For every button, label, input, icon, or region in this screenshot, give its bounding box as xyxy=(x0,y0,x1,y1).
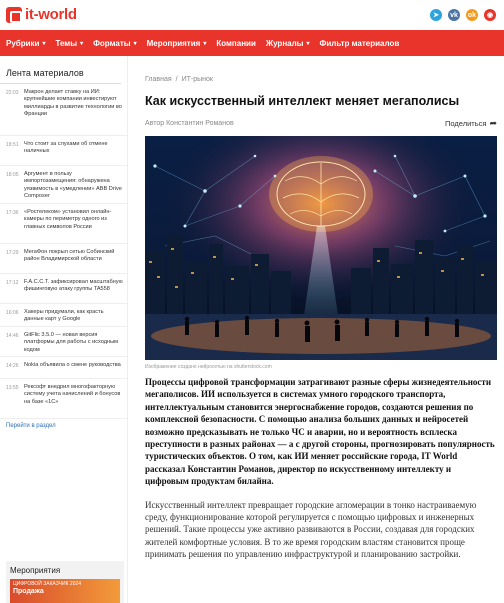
nav-item[interactable] xyxy=(147,39,207,48)
nav-item[interactable] xyxy=(216,39,256,48)
image-caption: Изображение создано нейросетью на shutterstock.com xyxy=(145,364,272,370)
logo-text: it-world xyxy=(25,6,77,23)
nav-item[interactable] xyxy=(266,39,310,48)
news-time: 14:46 xyxy=(6,333,19,339)
news-time: 14:26 xyxy=(6,363,19,369)
news-time: 22:03 xyxy=(6,90,19,96)
news-headline: Хакеры придумали, как красть данные карт у Google xyxy=(24,309,104,323)
article-title: Как искусственный интеллект меняет мегаполисы xyxy=(145,94,460,108)
nav-item-label: Рубрики xyxy=(6,38,40,48)
nav-item[interactable] xyxy=(55,39,83,48)
nav-item-label: Темы xyxy=(55,38,78,48)
list-item[interactable] xyxy=(0,136,127,166)
chevron-down-icon: ▾ xyxy=(203,40,207,47)
news-headline: Аргумент в пользу импортозамещения: обнаружена уязвимость в «умедлении» ABB Drive Composer xyxy=(24,171,122,200)
nav-item[interactable] xyxy=(320,39,400,48)
news-headline: «Ростелеком» установил онлайн-камеры по периметру одного из главных символов России xyxy=(24,209,112,230)
news-time: 18:05 xyxy=(6,172,19,178)
chevron-down-icon: ▾ xyxy=(42,40,46,47)
breadcrumb xyxy=(145,76,497,83)
news-list xyxy=(0,84,127,419)
share-arrow-icon: ➦ xyxy=(489,118,497,128)
breadcrumb-home[interactable]: Главная xyxy=(145,76,172,83)
nav-item[interactable] xyxy=(6,39,45,48)
nav-item-label: Фильтр материалов xyxy=(319,38,400,48)
ai-city-illustration xyxy=(145,136,497,360)
news-headline: Nokia объявила о смене руководства xyxy=(24,362,121,368)
nav-item[interactable] xyxy=(93,39,137,48)
news-time: 16:06 xyxy=(6,310,19,316)
events-box xyxy=(6,561,124,603)
article xyxy=(145,56,497,561)
nav-item-label: Форматы xyxy=(93,38,131,48)
list-item[interactable] xyxy=(0,204,127,244)
nav-item-label: Компании xyxy=(216,38,256,48)
social-links xyxy=(430,9,496,21)
news-time: 17:29 xyxy=(6,250,19,256)
events-banner[interactable] xyxy=(10,579,120,603)
sidebar-title: Лента материалов xyxy=(0,56,121,84)
news-headline: Макрон делает ставку на ИИ: крупнейшие компании инвестируют миллиарды в развитие технологии во Франции xyxy=(24,89,122,118)
nav-item-label: Мероприятия xyxy=(146,38,201,48)
list-item[interactable] xyxy=(0,379,127,419)
list-item[interactable] xyxy=(0,357,127,379)
more-link[interactable]: Перейти в раздел xyxy=(6,423,56,429)
news-headline: F.A.C.C.T. зафиксировал масштабную фишинговую атаку группы TA558 xyxy=(24,279,123,293)
share-label: Поделиться xyxy=(445,119,487,128)
chevron-down-icon: ▾ xyxy=(306,40,310,47)
share-button[interactable] xyxy=(445,118,497,129)
news-headline: Что стоит за слухами об отмене наличных xyxy=(24,141,108,155)
article-author[interactable]: Автор Константин Романов xyxy=(145,120,234,127)
news-feed-sidebar xyxy=(0,56,128,603)
events-title: Мероприятия xyxy=(10,566,61,575)
main-nav xyxy=(0,30,504,56)
list-item[interactable] xyxy=(0,327,127,357)
vk-icon[interactable]: vk xyxy=(448,9,460,21)
article-body: Искусственный интеллект превращает городские агломерации в тонко настраиваемую среду, функционирование которой регулируется с помощью цифровых и инженерных решений. Такие процессы уже активно развиваются в России, создавая для городских жителей комфортные условия. В то же время городским властям становится проще принимать решения по управлению инфраструктурой и планированию застройки. xyxy=(145,499,477,560)
list-item[interactable] xyxy=(0,304,127,327)
site-logo[interactable] xyxy=(6,6,77,23)
list-item[interactable] xyxy=(0,84,127,136)
logo-mark-icon xyxy=(6,7,22,23)
nav-item-label: Журналы xyxy=(265,38,304,48)
events-banner-text: ЦИФРОВОЙ ЗАКАЗЧИК 2024 xyxy=(13,581,82,587)
telegram-icon[interactable]: ➤ xyxy=(430,9,442,21)
list-item[interactable] xyxy=(0,274,127,304)
article-hero-image xyxy=(145,136,497,360)
ok-icon[interactable]: ok xyxy=(466,9,478,21)
events-banner-sub: Продажа xyxy=(13,588,44,595)
chevron-down-icon: ▾ xyxy=(80,40,84,47)
chevron-down-icon: ▾ xyxy=(133,40,137,47)
news-time: 17:12 xyxy=(6,280,19,286)
news-headline: Рексофт внедрил многофакторную систему учета начислений и бонусов на базе «1С» xyxy=(24,384,121,405)
news-time: 17:36 xyxy=(6,210,19,216)
top-header xyxy=(0,0,504,30)
breadcrumb-separator: / xyxy=(175,76,178,83)
rss-icon[interactable]: ◉ xyxy=(484,9,496,21)
article-lead: Процессы цифровой трансформации затрагивают разные сферы жизнедеятельности мегаполисов. ИИ используется в системах умного городского транспорта, интеллектуальным становится энергоснабжение городов, создаются решения по комплексной безопасности. С помощью анализа больших данных и нейросетей возможно предсказывать не только ЧС и аварии, но и вероятность всплеска преступности в разных районах — а с другой стороны, прогнозировать популярность туристических объектов. О том, как ИИ меняет российские города, IT World рассказал Константин Романов, директор по искусственному интеллекту и цифровым продуктам билайна. xyxy=(145,377,495,487)
news-headline: GitFlic 3.5.0 — новая версия платформы для работы с исходным кодом xyxy=(24,332,118,353)
news-time: 13:55 xyxy=(6,385,19,391)
list-item[interactable] xyxy=(0,244,127,274)
news-headline: МегаФон покрыл сетью Собинский район Владимирской области xyxy=(24,249,115,263)
breadcrumb-section[interactable]: ИТ-рынок xyxy=(181,76,213,83)
list-item[interactable] xyxy=(0,166,127,204)
article-meta xyxy=(145,118,497,129)
news-time: 18:51 xyxy=(6,142,19,148)
